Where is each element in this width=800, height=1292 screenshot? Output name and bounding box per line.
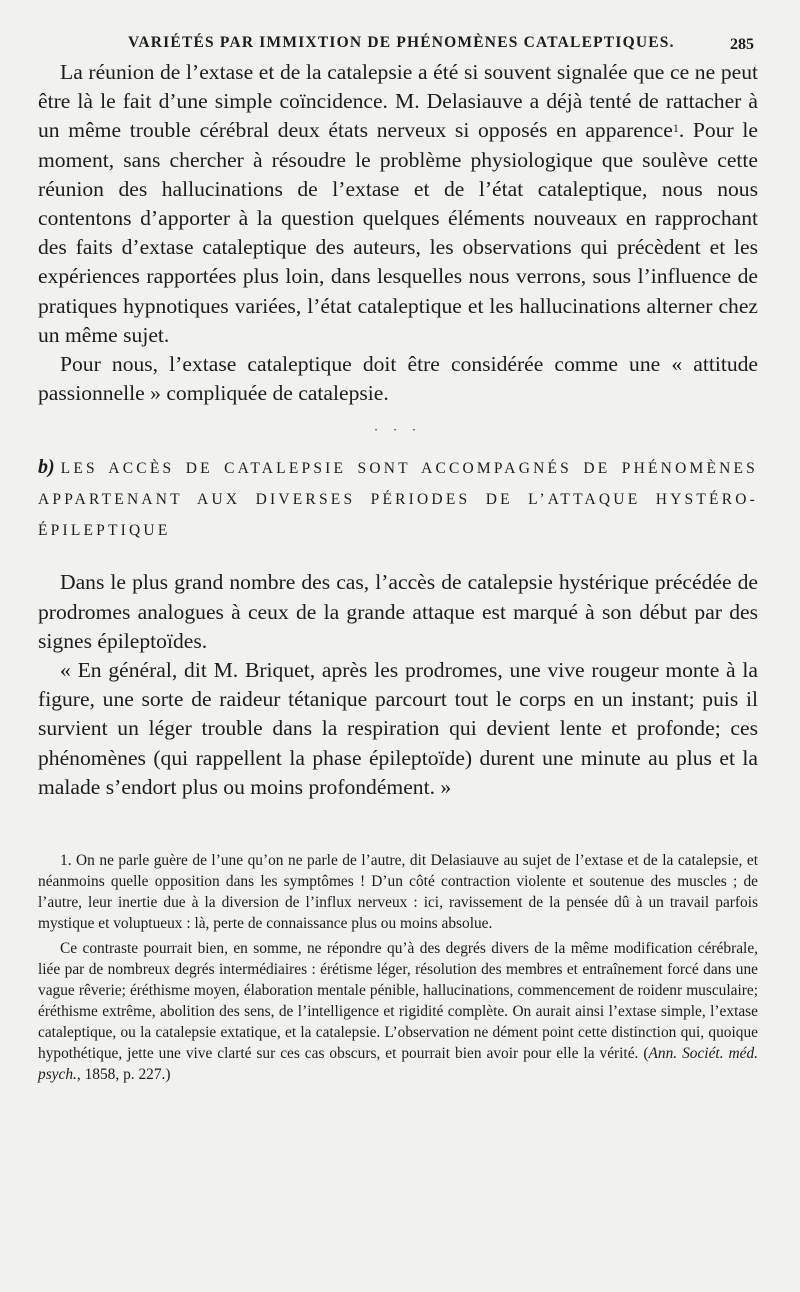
running-title: VARIÉTÉS PAR IMMIXTION DE PHÉNOMÈNES CATALEPTIQUES. — [128, 34, 675, 51]
citation-source: Ann. Sociét. méd. psych. — [38, 1045, 758, 1084]
section-heading-text: LES ACCÈS DE CATALEPSIE SONT ACCOMPAGNÉS DE PHÉNOMÈNES APPARTENANT AUX DIVERSES PÉRIODES DE L’ATTAQUE HYSTÉRO-ÉPILEPTIQUE — [38, 460, 758, 540]
section-ornament: · · · — [373, 422, 423, 438]
paragraph — [38, 58, 758, 350]
footnote — [38, 938, 758, 1085]
paragraph: Pour nous, l’extase cataleptique doit être considérée comme une « attitude passionnelle » compliquée de catalepsie. — [38, 352, 758, 406]
footnote-reference[interactable]: 1 — [672, 121, 679, 136]
main-text — [38, 58, 758, 802]
page-number: 285 — [730, 36, 754, 53]
footnote-text: Ce contraste pourrait bien, en somme, ne répondre qu’à des degrés divers de la même modification cérébrale, liée par de nombreux degrés intermédiaires : érétisme léger, résolution des membres et entraînement forcé dans une vague rêverie; éréthisme moyen, élaboration mentale pénible, hallucinations, commencement de roidenr musculaire; éréthisme extrême, abolition des sens, de l’intelligence et rigidité complète. On aurait ainsi l’extase simple, l’extase cataleptique, ou la catalepsie extatique, et la catalepsie. L’observation ne dément point cette distinction qui, quoique hypothétique, jette une vive clarté sur ces cas obscurs, et pourrait bien avoir pour elle la vérité. ( — [38, 940, 758, 1063]
page-header — [38, 28, 758, 58]
paragraph-text: . Pour le moment, sans chercher à résoudre le problème physiologique que soulève cette réunion des hallucinations de l’extase et de l’état cataleptique, nous nous contentons d’apporter à la question quelques éléments nouveaux en rapprochant des faits d’extase cataleptique des auteurs, les observations qui précèdent et les expériences rapportées plus loin, dans lesquelles nous verrons, sous l’influence de pratiques hypnotiques variées, l’état cataleptique et les hallucinations alterner chez un même sujet. — [38, 118, 758, 347]
footnotes — [38, 850, 758, 1085]
section-heading — [38, 452, 758, 546]
footnote-text: , 1858, p. 227.) — [76, 1066, 171, 1084]
paragraph: « En général, dit M. Briquet, après les prodromes, une vive rougeur monte à la figure, une sorte de raideur tétanique parcourt tout le corps en un instant; puis il survient un léger trouble dans la respiration qui devient lente et profonde; ces phénomènes (qui rappellent la phase épileptoïde) durent une minute au plus et la malade s’endort plus ou moins profondément. » — [38, 658, 758, 799]
paragraph: Dans le plus grand nombre des cas, l’accès de catalepsie hystérique précédée de prodromes analogues à ceux de la grande attaque est marqué à son début par des signes épileptoïdes. — [38, 570, 758, 653]
section-marker: b) — [38, 456, 55, 479]
footnote: 1. On ne parle guère de l’une qu’on ne parle de l’autre, dit Delasiauve au sujet de l’extase et de la catalepsie, et néanmoins quelle opposition dans les symptômes ! D’un côté contraction violente et soutenue des muscles ; de l’autre, leur inertie due à la diversion de l’influx nerveux : ici, ravissement de la pensée dû à un travail parfois mystique et voluptueux : là, perte de connaissance plus ou moins absolue. — [38, 852, 758, 933]
paragraph-text: La réunion de l’extase et de la catalepsie a été si souvent signalée que ce ne peut être là le fait d’une simple coïncidence. M. Delasiauve a déjà tenté de rattacher à un même trouble cérébral deux états nerveux si opposés en apparence — [38, 60, 758, 143]
